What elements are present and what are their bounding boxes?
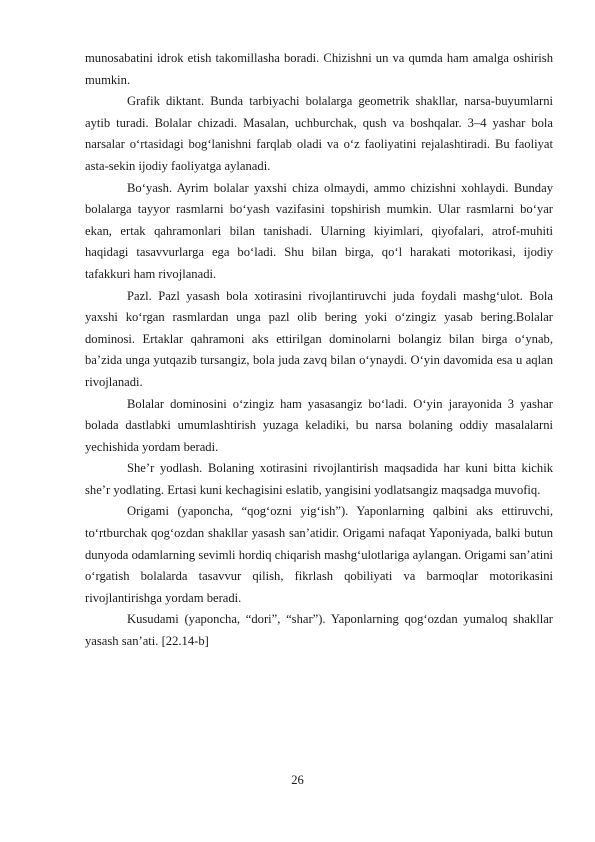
page-number: 26 — [291, 773, 304, 787]
page-body — [85, 48, 553, 653]
paragraph-grafik-diktant: Grafik diktant. Bunda tarbiyachi bolalarga geometrik shakllar, narsa-buyumlarni aytib turadi. Bolalar chizadi. Masalan, uchburchak, qush va boshqalar. 3–4 yashar bola narsalar o‘rtasidagi bog‘lanishni farqlab oladi va o‘z faoliyatini rejalashtiradi. Bu faoliyat asta-sekin ijodiy faoliyatga aylanadi. — [85, 94, 553, 173]
paragraph-kusudami: Kusudami (yaponcha, “dori”, “shar”). Yaponlarning qog‘ozdan yumaloq shakllar yasash san’ati. [22.14-b] — [85, 612, 553, 649]
paragraph-domino: Bolalar dominosini o‘zingiz ham yasasangiz bo‘ladi. O‘yin jarayonida 3 yashar bolada dastlabki umumlashtirish yuzaga keladiki, bu narsa bolaning oddiy masalalarni yechishida yordam beradi. — [85, 396, 553, 454]
paragraph-origami: Origami (yaponcha, “qog‘ozni yig‘ish”). Yaponlarning qalbini aks ettiruvchi, to‘rtburchak qog‘ozdan shakllar yasash san’atidir. Origami nafaqat Yaponiyada, balki butun dunyoda odamlarning sevimli hordiq chiqarish mashg‘ulotlariga aylangan. Origami san’atini o‘rgatish bolalarda tasavvur qilish, fikrlash qobiliyati va barmoqlar motorikasini rivojlantirishga yordam beradi. — [85, 504, 553, 605]
paragraph-boyash: Bo‘yash. Ayrim bolalar yaxshi chiza olmaydi, ammo chizishni xohlaydi. Bunday bolalarga tayyor rasmlarni bo‘yash vazifasini topshirish mumkin. Ular rasmlarni bo‘yar ekan, ertak qahramonlari bilan tanishadi. Ularning kiyimlari, qiyofalari, atrof-muhiti haqidagi tasavvurlarga ega bo‘ladi. Shu bilan birga, qo‘l harakati motorikasi, ijodiy tafakkuri ham rivojlanadi. — [85, 180, 553, 281]
paragraph-pazl: Pazl. Pazl yasash bola xotirasini rivojlantiruvchi juda foydali mashg‘ulot. Bola yaxshi ko‘rgan rasmlardan unga pazl olib bering yoki o‘zingiz yasab bering.Bolalar dominosi. Ertaklar qahramoni aks ettirilgan dominolarni bolangiz bilan birga o‘ynab, ba’zida unga yutqazib tursangiz, bola juda zavq bilan o‘ynaydi. O‘yin davomida esa u aqlan rivojlanadi. — [85, 288, 553, 389]
paragraph-sher-yodlash: She’r yodlash. Bolaning xotirasini rivojlantirish maqsadida har kuni bitta kichik she’r yodlating. Ertasi kuni kechagisini eslatib, yangisini yodlatsangiz maqsadga muvofiq. — [85, 461, 553, 497]
paragraph-continuation: munosabatini idrok etish takomillasha boradi. Chizishni un va qumda ham amalga oshirish mumkin. — [85, 51, 553, 87]
